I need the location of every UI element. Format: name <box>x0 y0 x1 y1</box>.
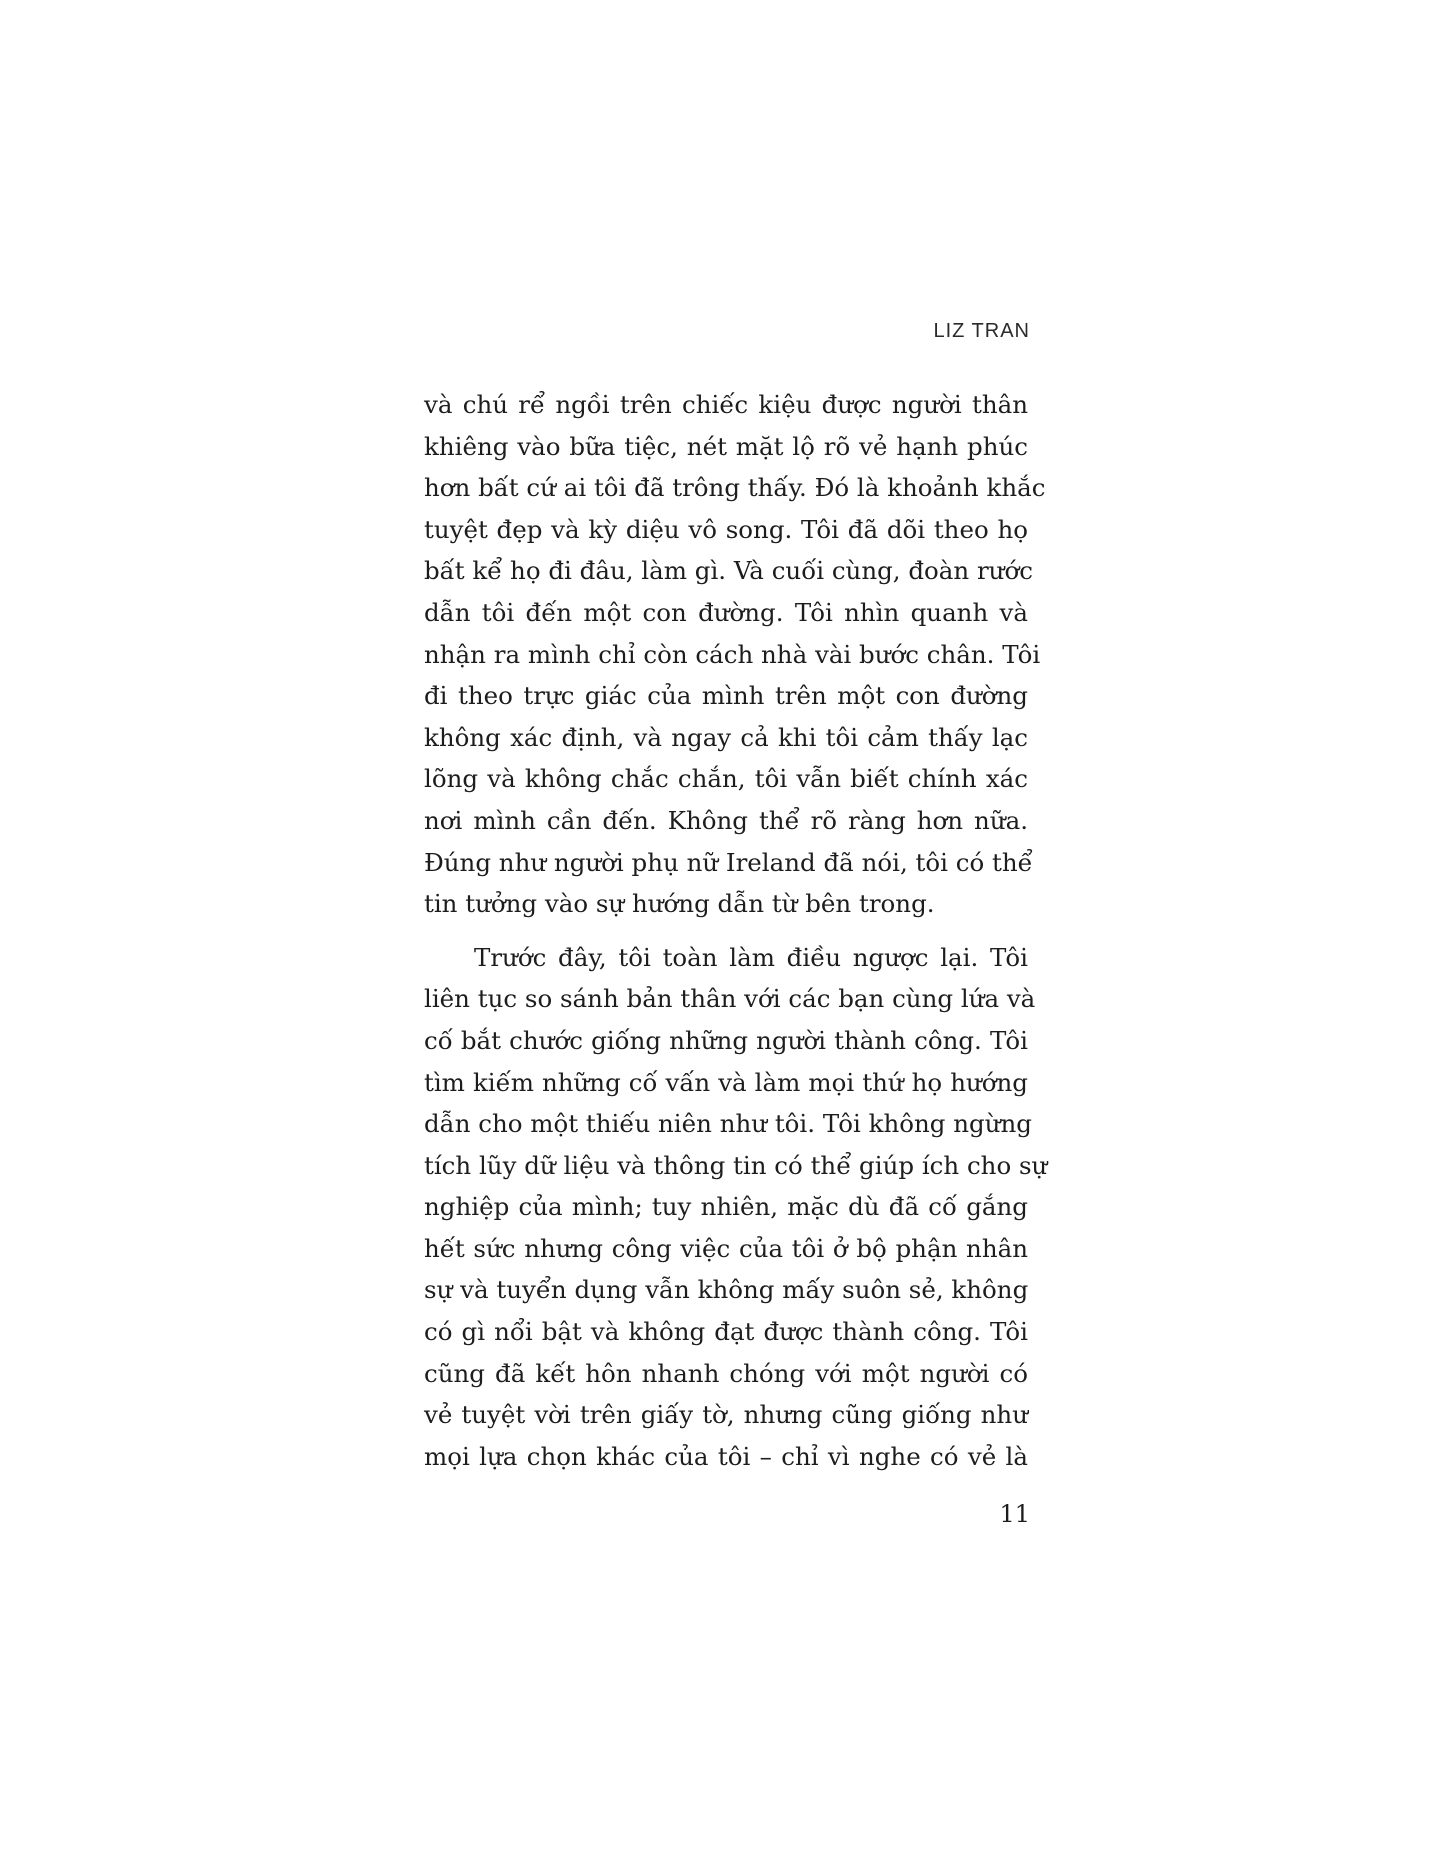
paragraph-2 <box>424 937 1048 1478</box>
text-line: nơi mình cần đến. Không thể rõ ràng hơn nữa. <box>424 805 1028 835</box>
text-line: tích lũy dữ liệu và thông tin có thể giúp ích cho sự <box>424 1150 1048 1180</box>
text-line: sự và tuyển dụng vẫn không mấy suôn sẻ, không <box>424 1275 1029 1305</box>
text-line: cố bắt chước giống những người thành công. Tôi <box>424 1025 1028 1055</box>
running-header-author: LIZ TRAN <box>933 320 1030 342</box>
text-line: tin tưởng vào sự hướng dẫn từ bên trong. <box>424 889 935 919</box>
text-line: dẫn tôi đến một con đường. Tôi nhìn quanh và <box>424 597 1028 627</box>
text-line: hơn bất cứ ai tôi đã trông thấy. Đó là khoảnh khắc <box>424 473 1046 503</box>
text-line: nhận ra mình chỉ còn cách nhà vài bước chân. Tôi <box>424 639 1041 669</box>
text-line: Trước đây, tôi toàn làm điều ngược lại. Tôi <box>474 942 1028 972</box>
text-line: tìm kiếm những cố vấn và làm mọi thứ họ hướng <box>424 1067 1028 1097</box>
paragraph-1 <box>424 384 1046 925</box>
text-line: cũng đã kết hôn nhanh chóng với một người có <box>424 1358 1028 1388</box>
text-line: hết sức nhưng công việc của tôi ở bộ phận nhân <box>424 1233 1028 1263</box>
text-line: đi theo trực giác của mình trên một con đường <box>424 681 1028 711</box>
page-number: 11 <box>999 1500 1030 1528</box>
text-line: tuyệt đẹp và kỳ diệu vô song. Tôi đã dõi theo họ <box>424 514 1028 544</box>
text-line: liên tục so sánh bản thân với các bạn cùng lứa và <box>424 984 1036 1014</box>
text-line: và chú rể ngồi trên chiếc kiệu được người thân <box>424 390 1028 419</box>
text-line: có gì nổi bật và không đạt được thành công. Tôi <box>424 1317 1028 1347</box>
text-line: dẫn cho một thiếu niên như tôi. Tôi không ngừng <box>424 1109 1032 1139</box>
text-line: lõng và không chắc chắn, tôi vẫn biết chính xác <box>424 764 1028 794</box>
text-line: mọi lựa chọn khác của tôi – chỉ vì nghe có vẻ là <box>424 1441 1028 1471</box>
text-line: không xác định, và ngay cả khi tôi cảm thấy lạc <box>424 722 1028 752</box>
text-line: bất kể họ đi đâu, làm gì. Và cuối cùng, đoàn rước <box>424 556 1033 586</box>
text-line: Đúng như người phụ nữ Ireland đã nói, tôi có thể <box>424 847 1033 877</box>
body-text <box>424 384 1048 1477</box>
text-line: nghiệp của mình; tuy nhiên, mặc dù đã cố gắng <box>424 1192 1028 1222</box>
text-line: khiêng vào bữa tiệc, nét mặt lộ rõ vẻ hạnh phúc <box>424 431 1028 461</box>
text-line: vẻ tuyệt vời trên giấy tờ, nhưng cũng giống như <box>424 1400 1028 1430</box>
